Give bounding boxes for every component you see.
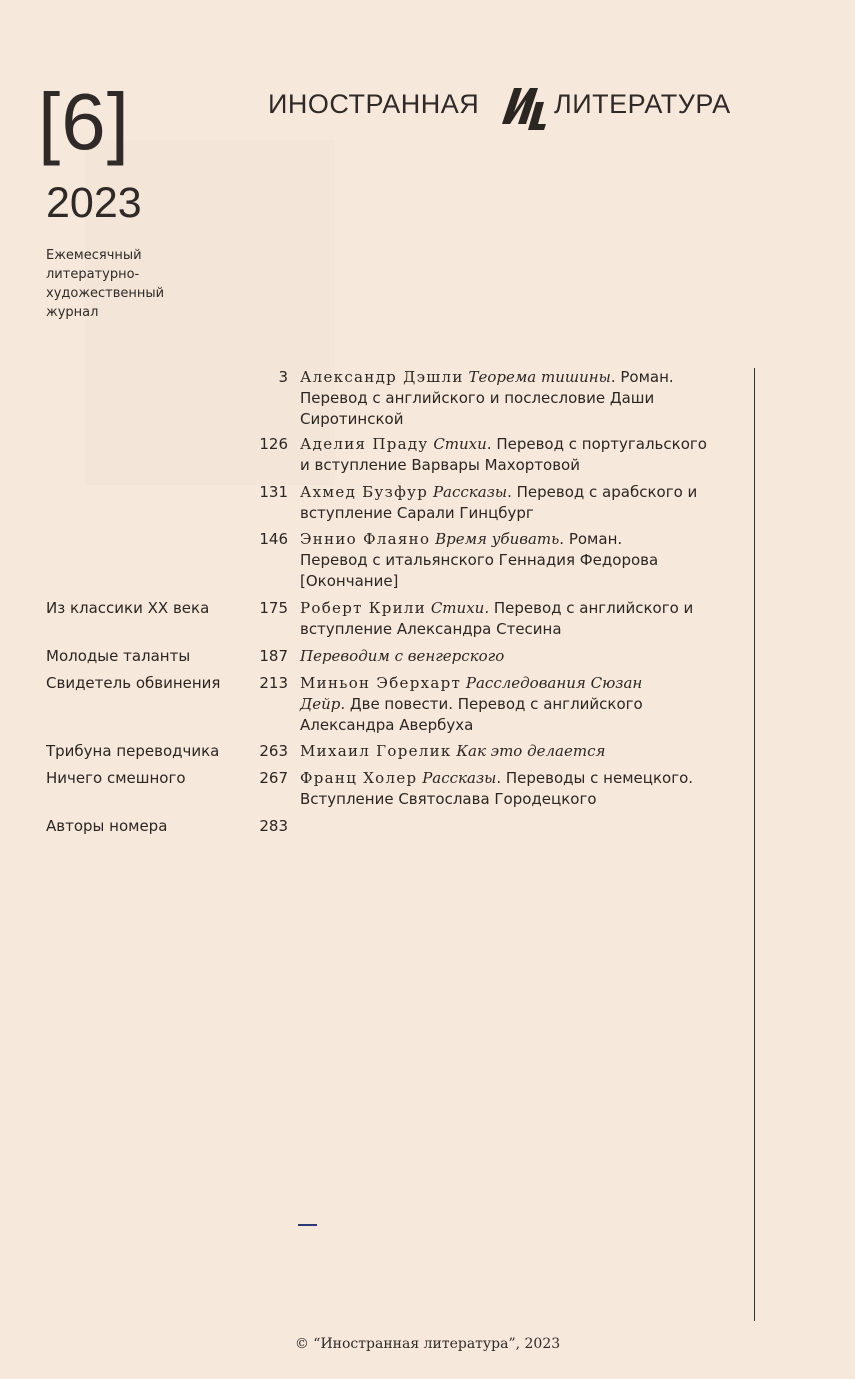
work-title: Теорема тишины — [468, 368, 611, 386]
work-title: Расследования Сюзан — [465, 674, 643, 692]
section-heading: Свидетель обвинения — [46, 674, 221, 692]
description-line: художественный — [46, 286, 165, 301]
entry-line: вступление Александра Стесина — [300, 620, 562, 638]
entry-text — [300, 482, 730, 524]
page-number: 267 — [259, 769, 288, 787]
ink-mark — [298, 1224, 317, 1226]
entry-note: . Роман. — [559, 530, 623, 548]
entry-note: . Две повести. Перевод с английского — [340, 695, 643, 713]
entry-line: Вступление Святослава Городецкого — [300, 790, 597, 808]
page-number: 146 — [259, 530, 288, 548]
page-number: 187 — [259, 647, 288, 665]
work-title: Как это делается — [456, 742, 606, 760]
page-number: 213 — [259, 674, 288, 692]
author: Ахмед Бузфур — [300, 483, 429, 501]
section-heading: Трибуна переводчика — [46, 742, 220, 760]
section-heading: Молодые таланты — [46, 647, 191, 665]
entry-line: Перевод с итальянского Геннадия Федорова — [300, 551, 659, 569]
page-number: 131 — [259, 483, 288, 501]
author: Миньон Эберхарт — [300, 674, 462, 692]
work-title: Время убивать — [435, 530, 560, 548]
section-heading: Авторы номера — [46, 817, 168, 835]
entry-line: [Окончание] — [300, 572, 399, 590]
work-title: Стихи — [433, 435, 487, 453]
il-monogram-icon — [492, 80, 552, 136]
author: Александр Дэшли — [300, 368, 464, 386]
entry-note: . Перевод с арабского и — [507, 483, 698, 501]
entry-text — [300, 768, 730, 810]
masthead-word-left: ИНОСТРАННАЯ — [268, 89, 480, 119]
journal-description — [46, 246, 196, 322]
entry-note: . Перевод с португальского — [486, 435, 707, 453]
copyright-footer: © “Иностранная литература”, 2023 — [294, 1336, 561, 1352]
entry-note: . Перевод с английского и — [484, 599, 694, 617]
issue-number: [6] — [38, 77, 130, 166]
entry-text — [300, 673, 730, 736]
section-heading: Из классики XX века — [46, 599, 210, 617]
work-title: Рассказы — [432, 483, 508, 501]
entry-line: Александра Авербуха — [300, 716, 474, 734]
description-line: литературно- — [46, 267, 140, 282]
page-number: 126 — [259, 435, 288, 453]
author: Франц Холер — [300, 769, 418, 787]
author: Эннио Флаяно — [300, 530, 431, 548]
entry-line: Сиротинской — [300, 410, 404, 428]
description-line: журнал — [46, 305, 99, 320]
page-number: 283 — [259, 817, 288, 835]
entry-text — [300, 434, 730, 476]
author: Аделия Праду — [300, 435, 429, 453]
entry-text — [300, 741, 730, 762]
work-title: Переводим с венгерского — [300, 647, 505, 665]
work-title-continued: Дейр — [300, 695, 341, 713]
page-number: 263 — [259, 742, 288, 760]
description-line: Ежемесячный — [46, 248, 142, 263]
entry-text — [300, 646, 730, 667]
entry-note: . Переводы с немецкого. — [496, 769, 694, 787]
entry-line: вступление Сарали Гинцбург — [300, 504, 534, 522]
entry-line: Перевод с английского и послесловие Даши — [300, 389, 655, 407]
entry-text — [300, 529, 730, 592]
section-heading: Ничего смешного — [46, 769, 186, 787]
work-title: Стихи — [430, 599, 485, 617]
author: Михаил Горелик — [300, 742, 452, 760]
page-number: 175 — [259, 599, 288, 617]
entry-line: и вступление Варвары Махортовой — [300, 456, 580, 474]
author: Роберт Крили — [300, 599, 427, 617]
masthead-word-right: ЛИТЕРАТУРА — [554, 89, 731, 119]
entry-text — [300, 367, 730, 430]
entry-text — [300, 598, 730, 640]
issue-year: 2023 — [46, 179, 142, 227]
toc-vertical-rule — [754, 368, 755, 1321]
entry-note: . Роман. — [610, 368, 674, 386]
page-number: 3 — [278, 368, 288, 386]
work-title: Рассказы — [422, 769, 497, 787]
masthead — [268, 80, 731, 140]
